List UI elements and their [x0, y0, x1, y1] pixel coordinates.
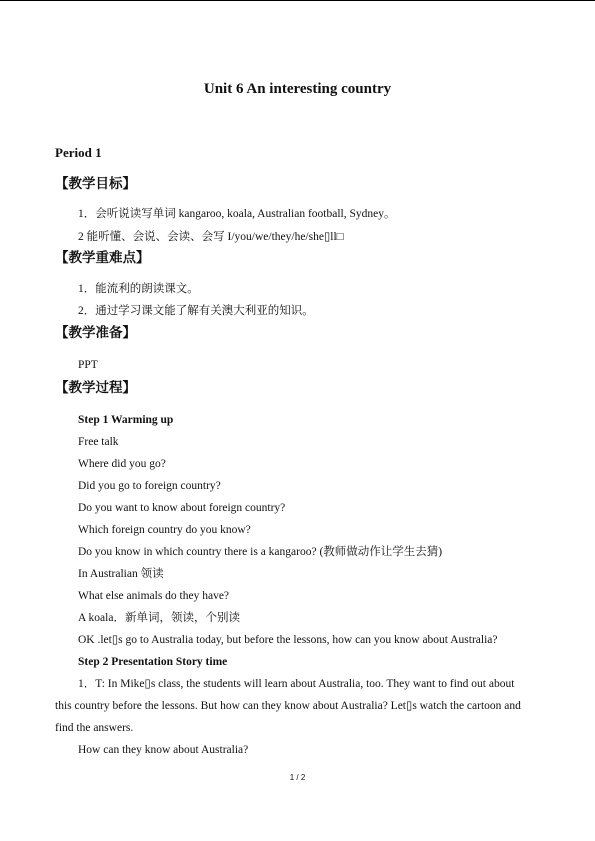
step1-line: What else animals do they have? — [78, 590, 230, 602]
key-points-heading: 【教学重难点】 — [55, 250, 150, 266]
page-number: 1 / 2 — [289, 773, 306, 782]
objectives-heading: 【教学目标】 — [55, 176, 136, 192]
step1-line: Did you go to foreign country? — [78, 480, 221, 492]
step1-line: Free talk — [78, 436, 119, 448]
step1-line: Do you know in which country there is a kangaroo? (教师做动作让学生去猜) — [78, 546, 443, 558]
step2-question: How can they know about Australia? — [78, 744, 249, 756]
preparation-item: PPT — [78, 359, 98, 371]
step2-paragraph-line: 1．T: In Mike▯s class, the students will learn about Australia, too. They want to find out about — [78, 678, 515, 690]
step1-line: OK .let▯s go to Australia today, but before the lessons, how can you know about Australia? — [78, 634, 498, 646]
top-rule — [0, 0, 595, 1]
step1-line: Which foreign country do you know? — [78, 524, 251, 536]
step2-title: Step 2 Presentation Story time — [78, 656, 228, 668]
step1-title: Step 1 Warming up — [78, 414, 174, 426]
process-heading: 【教学过程】 — [55, 380, 136, 396]
step2-paragraph-line: find the answers. — [55, 722, 134, 734]
step1-line: In Australian 领读 — [78, 568, 164, 580]
objective-item: 1．会听说读写单词 kangaroo, koala, Australian football, Sydney。 — [78, 208, 396, 220]
document-title: Unit 6 An interesting country — [203, 81, 392, 97]
step1-line: A koala．新单词，领读，个别读 — [78, 612, 240, 624]
preparation-heading: 【教学准备】 — [55, 325, 136, 341]
step1-line: Where did you go? — [78, 458, 166, 470]
objective-item: 2 能听懂、会说、会读、会写 I/you/we/they/he/she▯ll□ — [78, 231, 344, 243]
step1-line: Do you want to know about foreign country? — [78, 502, 286, 514]
step2-paragraph-line: this country before the lessons. But how can they know about Australia? Let▯s watch the cartoon and — [55, 700, 521, 712]
period-label: Period 1 — [55, 145, 102, 160]
key-point-item: 1．能流利的朗读课文。 — [78, 283, 199, 295]
key-point-item: 2．通过学习课文能了解有关澳大利亚的知识。 — [78, 305, 314, 317]
